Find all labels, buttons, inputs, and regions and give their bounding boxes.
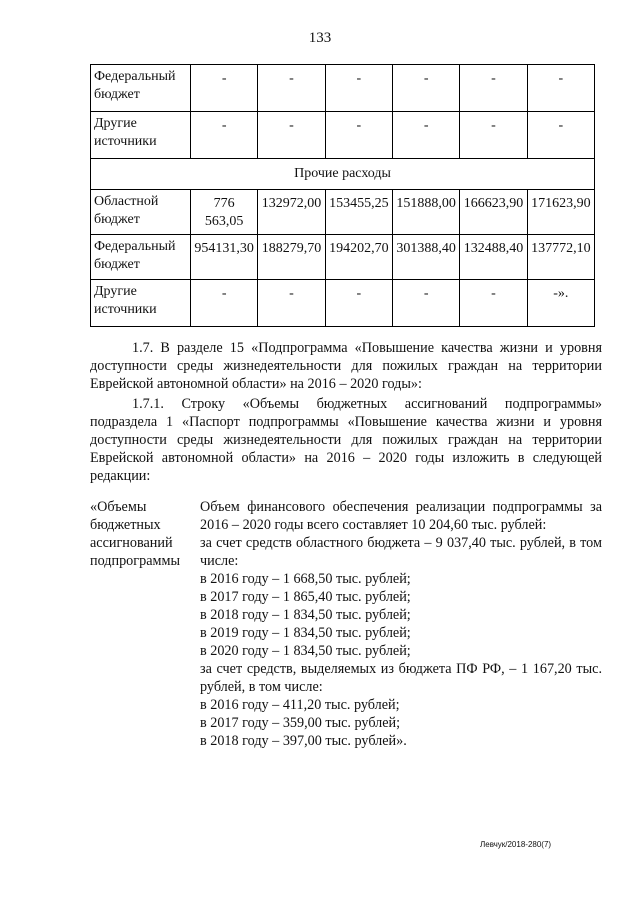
section-title: Прочие расходы — [91, 159, 595, 190]
passport-line: за счет средств областного бюджета – 9 037,40 тыс. рублей, в том числе: — [200, 535, 602, 569]
row-label: Федеральный бюджет — [91, 235, 191, 280]
cell-value: 188279,70 — [258, 235, 325, 280]
paragraph-1-7-1: 1.7.1. Строку «Объемы бюджетных ассигнований подпрограммы» подраздела 1 «Паспорт подпрограммы «Повышение качества жизни и уровня доступности среды жизнедеятельности для пожилых граждан на территории Еврейской автономной области» на 2016 – 2020 годы изложить в следующей редакции: — [90, 396, 602, 484]
budget-table — [90, 64, 595, 327]
passport-body — [200, 498, 602, 750]
passport-line: за счет средств, выделяемых из бюджета ПФ РФ, – 1 167,20 тыс. рублей, в том числе: — [200, 661, 602, 695]
cell-value: 194202,70 — [325, 235, 392, 280]
cell-value: - — [392, 112, 459, 159]
passport-line: в 2016 году – 411,20 тыс. рублей; — [200, 697, 400, 713]
table-row — [91, 112, 595, 159]
row-label: Другие источники — [91, 112, 191, 159]
cell-value: 776 563,05 — [191, 190, 258, 235]
cell-value: - — [460, 112, 527, 159]
table-row — [91, 65, 595, 112]
cell-value: 137772,10 — [527, 235, 594, 280]
passport-line: в 2019 году – 1 834,50 тыс. рублей; — [200, 625, 411, 641]
passport-label: «Объемы бюджетных ассигнований подпрограммы — [90, 499, 180, 569]
cell-value: - — [258, 65, 325, 112]
passport-line: Объем финансового обеспечения реализации подпрограммы за 2016 – 2020 годы всего составляет 10 204,60 тыс. рублей: — [200, 499, 602, 533]
cell-value: - — [191, 65, 258, 112]
cell-value: - — [258, 280, 325, 327]
cell-value: -». — [527, 280, 594, 327]
passport-line: в 2017 году – 1 865,40 тыс. рублей; — [200, 589, 411, 605]
cell-value: 153455,25 — [325, 190, 392, 235]
cell-value: - — [460, 280, 527, 327]
row-label: Федеральный бюджет — [91, 65, 191, 112]
cell-value: 132972,00 — [258, 190, 325, 235]
paragraph-1-7: 1.7. В разделе 15 «Подпрограмма «Повышение качества жизни и уровня доступности среды жизнедеятельности для пожилых граждан на территории Еврейской автономной области» на 2016 – 2020 годы»: — [90, 340, 602, 392]
cell-value: - — [392, 65, 459, 112]
cell-value: - — [325, 65, 392, 112]
cell-value: - — [258, 112, 325, 159]
cell-value: - — [325, 280, 392, 327]
cell-value: - — [392, 280, 459, 327]
cell-value: 954131,30 — [191, 235, 258, 280]
cell-value: - — [325, 112, 392, 159]
table-row — [91, 280, 595, 327]
cell-value: - — [527, 112, 594, 159]
cell-value: 151888,00 — [392, 190, 459, 235]
cell-value: - — [527, 65, 594, 112]
passport-line: в 2017 году – 359,00 тыс. рублей; — [200, 715, 401, 731]
page-number: 133 — [308, 30, 332, 46]
cell-value: 132488,40 — [460, 235, 527, 280]
section-row — [91, 159, 595, 190]
row-label: Другие источники — [91, 280, 191, 327]
passport-line: в 2016 году – 1 668,50 тыс. рублей; — [200, 571, 411, 587]
cell-value: 171623,90 — [527, 190, 594, 235]
passport-line: в 2018 году – 1 834,50 тыс. рублей; — [200, 607, 411, 623]
cell-value: 166623,90 — [460, 190, 527, 235]
cell-value: 301388,40 — [392, 235, 459, 280]
table-row — [91, 190, 595, 235]
cell-value: - — [191, 280, 258, 327]
footer-code: Левчук/2018-280(7) — [480, 840, 552, 849]
passport-line: в 2020 году – 1 834,50 тыс. рублей; — [200, 643, 411, 659]
passport-line: в 2018 году – 397,00 тыс. рублей». — [200, 733, 407, 749]
cell-value: - — [460, 65, 527, 112]
cell-value: - — [191, 112, 258, 159]
table-row — [91, 235, 595, 280]
row-label: Областной бюджет — [91, 190, 191, 235]
